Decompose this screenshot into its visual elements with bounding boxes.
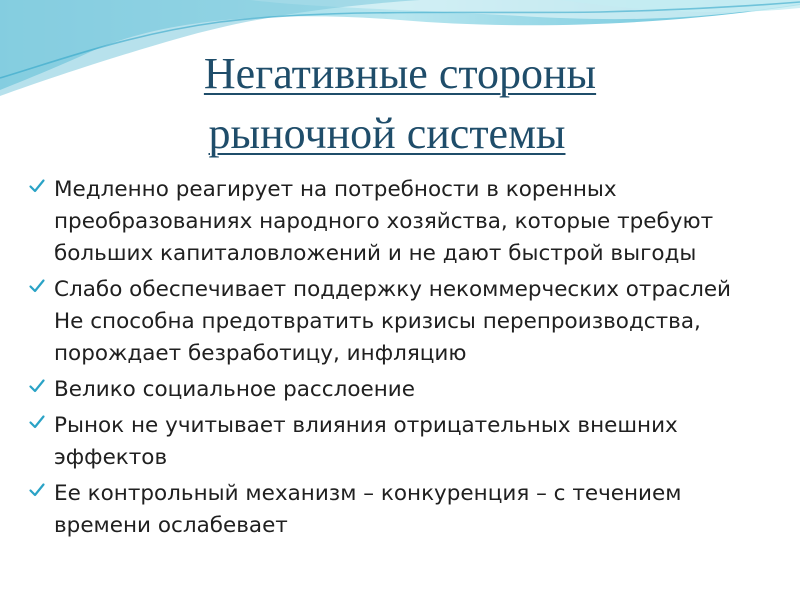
bullet-text: Велико социальное расслоение (54, 377, 415, 402)
bullet-text: Ее контрольный механизм – конкуренция – с течением времени ослабевает (54, 481, 682, 538)
bullet-text: Медленно реагирует на потребности в коренных преобразованиях народного хозяйства, которые требуют больших капиталовложений и не дают быстрой выгоды (54, 177, 714, 266)
check-icon (28, 413, 46, 431)
check-icon (28, 177, 46, 195)
check-icon (28, 481, 46, 499)
list-item (26, 274, 761, 370)
list-item (26, 374, 761, 406)
bullet-text: Рынок не учитывает влияния отрицательных внешних эффектов (54, 413, 678, 470)
title-line-1: Негативные стороны (203, 49, 597, 98)
check-icon (28, 277, 46, 295)
list-item (26, 174, 761, 270)
list-item (26, 478, 761, 542)
check-icon (28, 377, 46, 395)
slide-title (40, 44, 760, 164)
list-item (26, 410, 761, 474)
bullet-text: Слабо обеспечивает поддержку некоммерческих отраслей Не способна предотвратить кризисы перепроизводства, порождает безработицу, инфляцию (54, 277, 732, 366)
bullet-list (26, 174, 761, 546)
title-line-2: рыночной системы (208, 109, 566, 158)
